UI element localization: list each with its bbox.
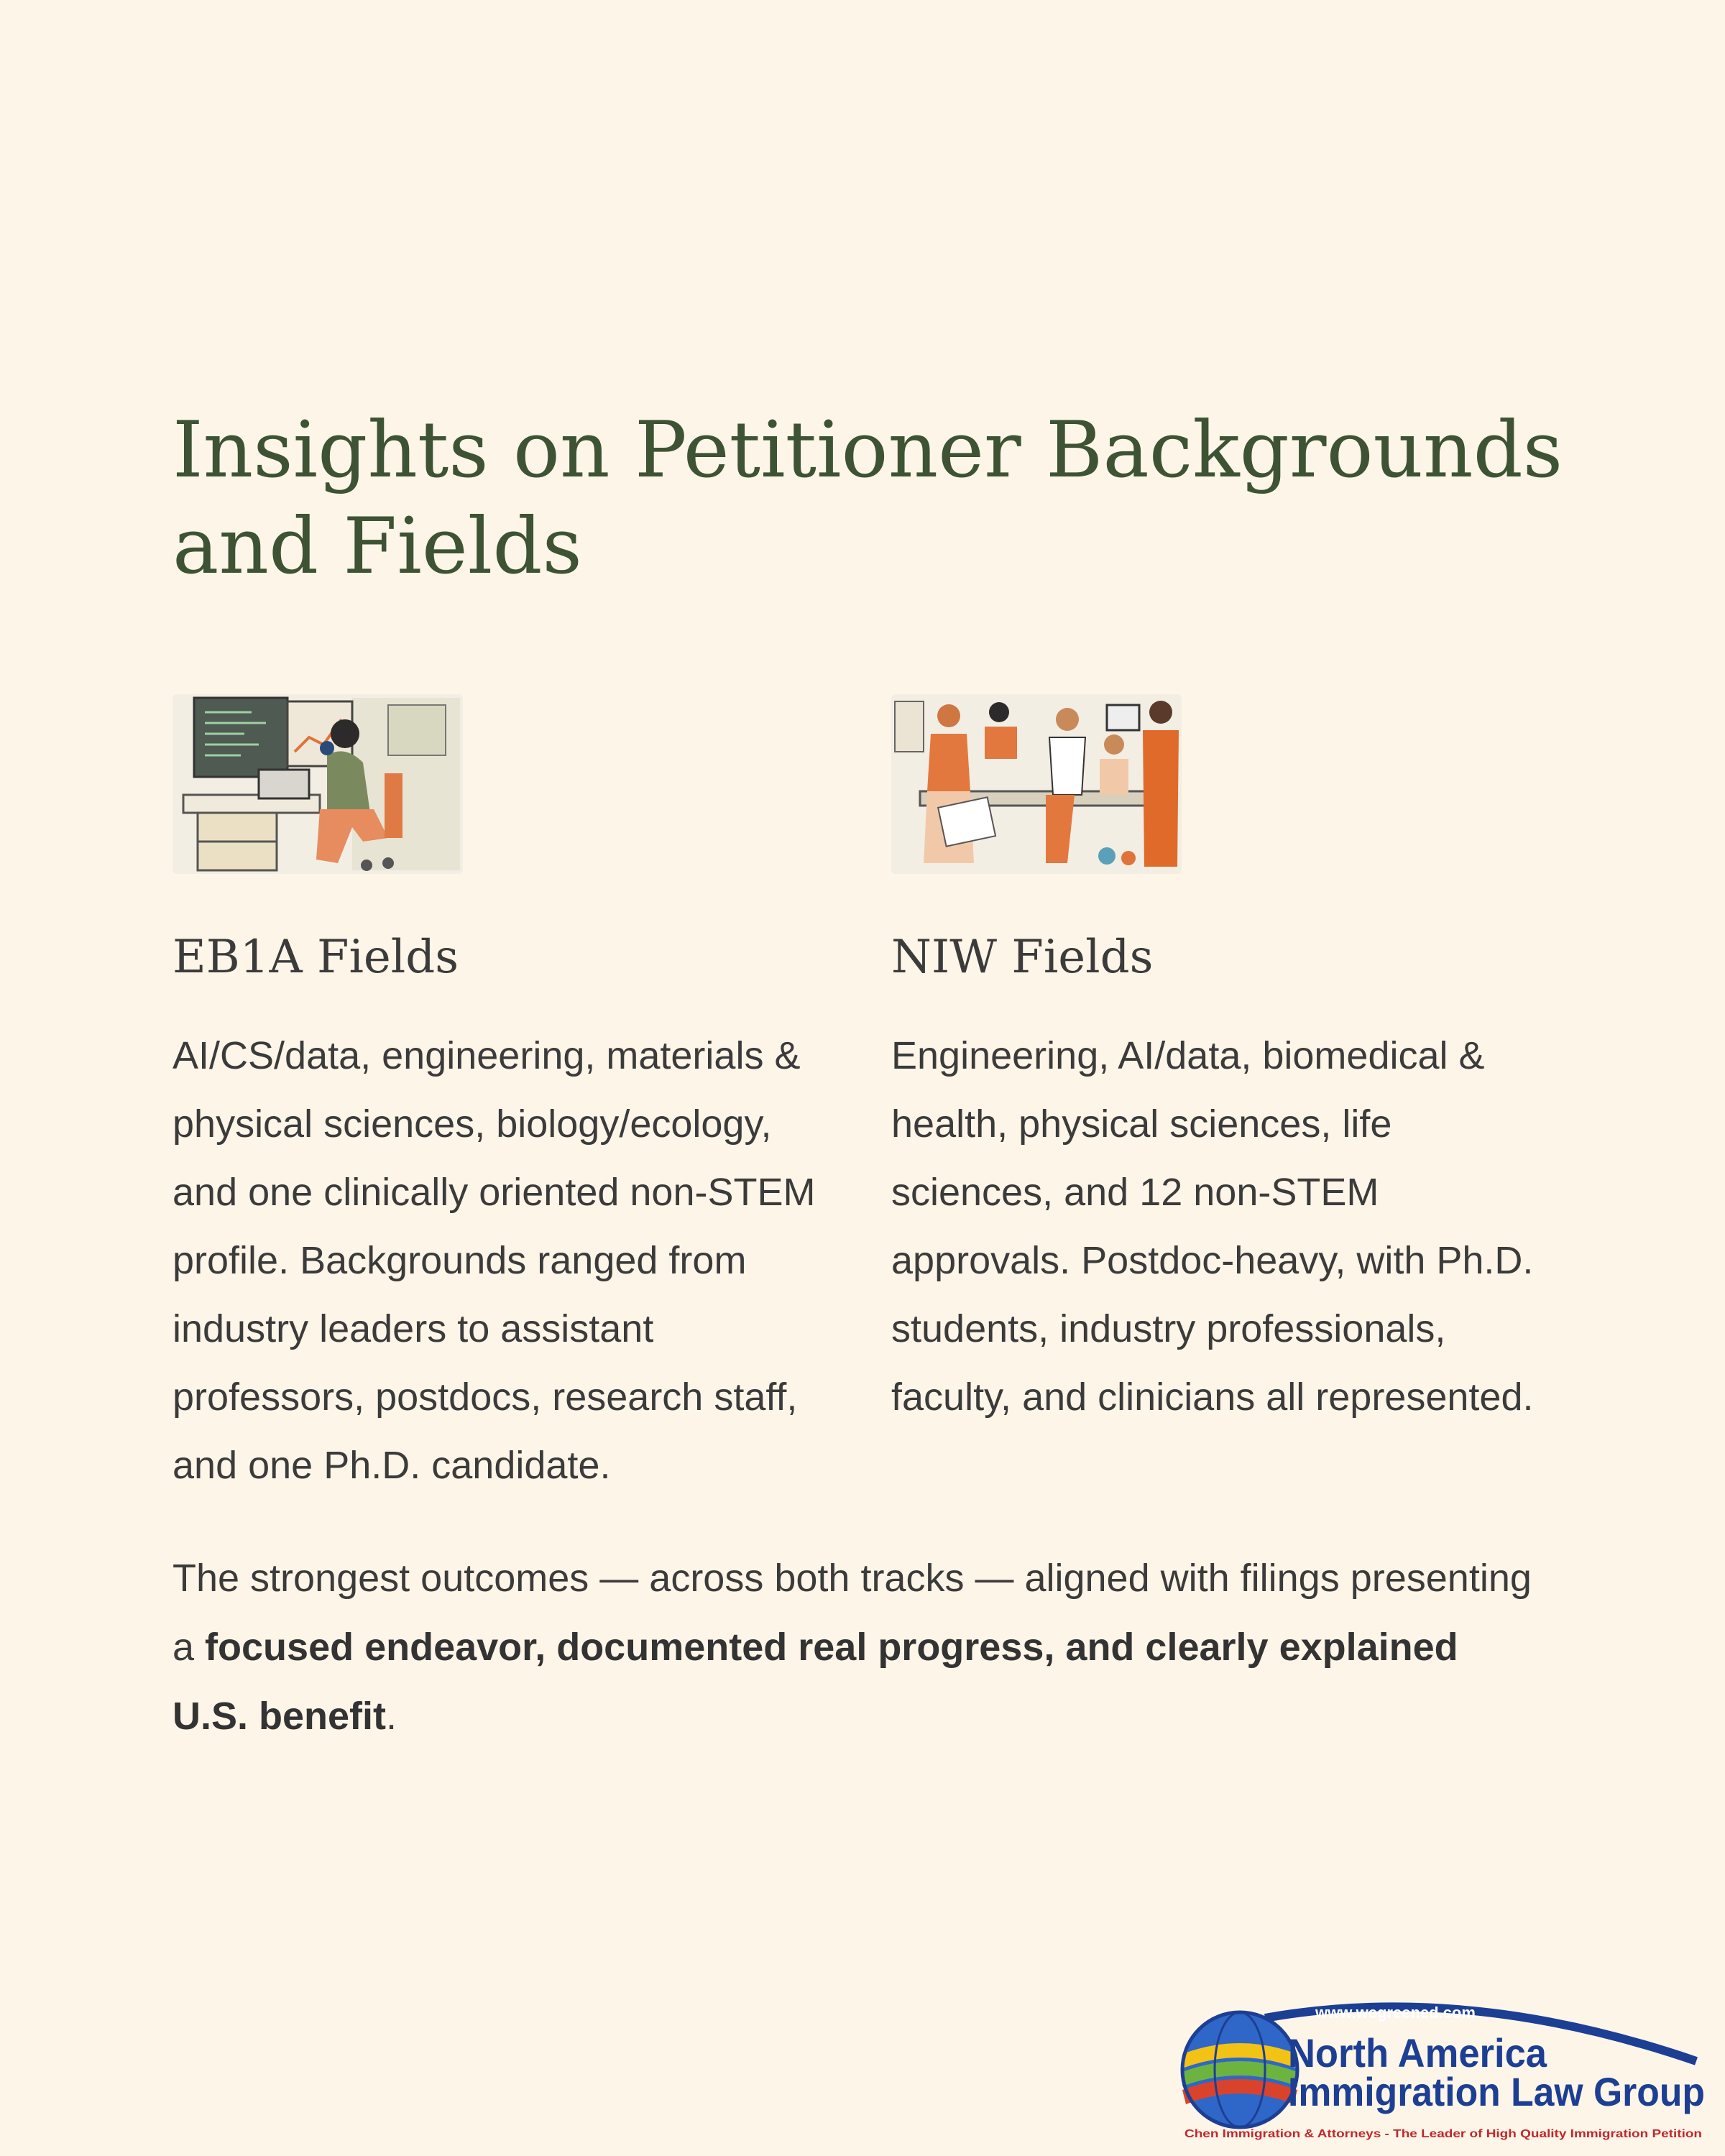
logo-line1: North America xyxy=(1288,2030,1547,2076)
researcher-at-desk-illustration xyxy=(172,694,463,874)
logo-url: www.wegreened.com xyxy=(1315,2004,1476,2022)
law-group-logo xyxy=(1164,1989,1718,2149)
page-title: Insights on Petitioner Backgrounds and Fields xyxy=(172,405,1563,591)
summary-emphasis: focused endeavor, documented real progress, and clearly explained U.S. benefit xyxy=(172,1626,1458,1738)
niw-section xyxy=(891,694,1552,1419)
niw-body: Engineering, AI/data, biomedical & health, physical sciences, life sciences, and 12 non-STEM approvals. Postdoc-heavy, with Ph.D. students, industry professionals, faculty, and clinicians all represented. xyxy=(891,1034,1534,1419)
globe-icon xyxy=(1182,2012,1297,2127)
logo-tagline: Chen Immigration & Attorneys - The Leader of High Quality Immigration Petition xyxy=(1184,2128,1702,2140)
eb1a-body: AI/CS/data, engineering, materials & physical sciences, biology/ecology, and one clinically oriented non-STEM profile. Backgrounds ranged from industry leaders to assistant professors, postdocs, research staff, and one Ph.D. candidate. xyxy=(172,1034,816,1487)
niw-heading: NIW Fields xyxy=(891,931,1154,984)
eb1a-heading: EB1A Fields xyxy=(172,931,459,984)
summary-paragraph xyxy=(172,1544,1538,1751)
summary-lead: The strongest outcomes — across both tracks — aligned with filings presenting a xyxy=(172,1557,1532,1669)
summary-tail: . xyxy=(386,1695,397,1738)
eb1a-section xyxy=(172,694,834,1487)
lab-team-illustration xyxy=(891,694,1182,874)
logo-line2: Immigration Law Group xyxy=(1288,2069,1705,2114)
